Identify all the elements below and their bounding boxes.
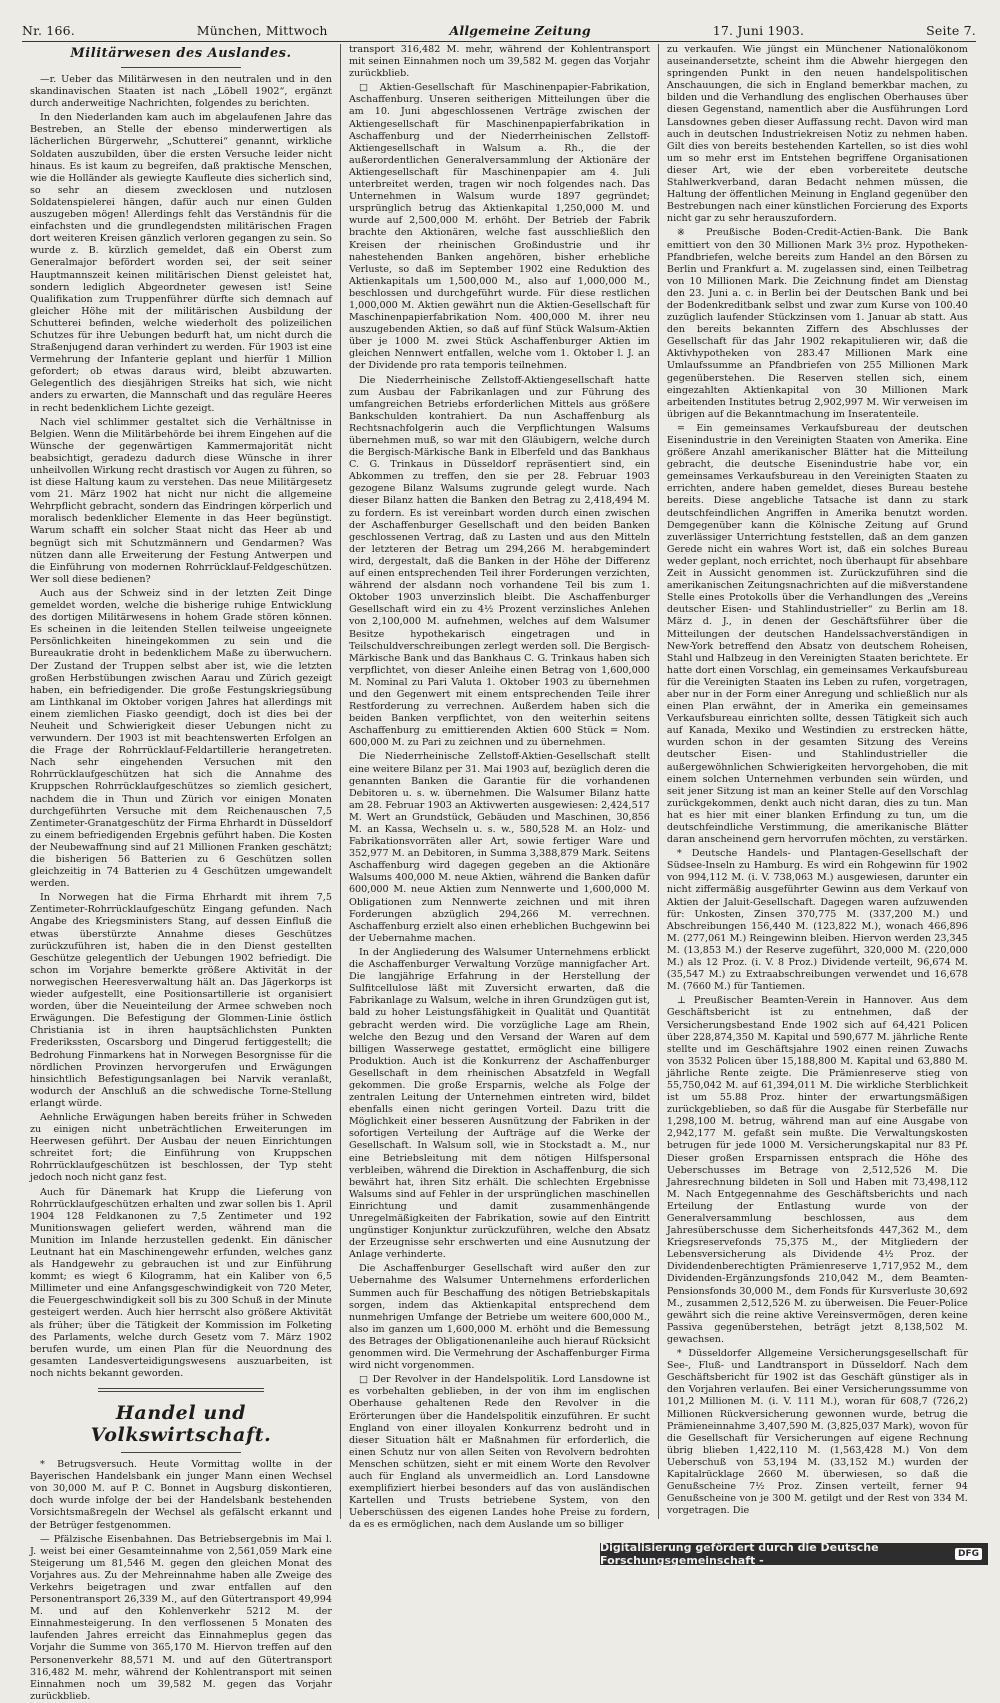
column-3 — [658, 44, 976, 1519]
column-1-economy-body — [30, 1459, 332, 1703]
paragraph: In Norwegen hat die Firma Ehrhardt mit ihrem 7,5 Zentimeter-Rohrrücklaufgeschütz Eingang gefunden. Nach Angabe des Kriegsministers Stang, auf dessen Einfluß die etwas überstürzte Annahme dieses Geschützes zurückzuführen ist, haben die in den Dienst gestellten Geschütze gelegentlich der Uebungen 1902 befriedigt. Die schon im Vorjahre bemerkte größere Aktivität in der norwegischen Heeresverwaltung hält an. Das Jägerkorps ist wieder aufgestellt, eine Positionsartillerie ist organisiert worden, über die Neueinteilung der Armee schweben noch Erwägungen. Die Befestigung der Glommen-Linie östlich Christiania ist in ihren hauptsächlichsten Punkten Frederikssten, Oscarsborg und Dingerud fertiggestellt; die Bedrohung Finmarkens hat in Norwegen Besorgnisse für die nördlichen Provinzen hervorgerufen und Erwägungen hinsichtlich Befestigungsanlagen bei Narvik veranlaßt, wodurch der Anschluß an die schwedische Torne-Stellung erlangt würde. — [30, 892, 332, 1109]
paragraph: In der Angliederung des Walsumer Unternehmens erblickt die Aschaffenburger Verwaltung Vorzüge mannigfacher Art. Die langjährige Erfahrung in der Herstellung der Sulfitcellulose läßt mit Zuversicht erwarten, daß die Fabrikanlage zu Walsum, welche in ihren Grundzügen gut ist, bald zu hoher Leistungsfähigkeit in Qualität und Quantität gebracht werden wird. Die vorzügliche Lage am Rhein, welche den Bezug und den Versand der Waren auf dem billigen Wasserwege gestattet, ermöglicht eine billigere Produktion. Auch ist die Konkurrenz der Aschaffenburger Gesellschaft in dem rheinischen Absatzfeld in Wegfall gekommen. Die große Ersparnis, welche als Folge der zentralen Leitung der Unternehmen eintreten wird, bildet ebenfalls einen nicht geringen Vorteil. Dazu tritt die Möglichkeit einer besseren Ausnützung der Fabriken in der sofortigen Verteilung der Aufträge auf die Werke der Gesellschaft. In Walsum soll, wie in Stockstadt a. M., nur eine Betriebsleitung mit dem nötigen Hilfspersonal verbleiben, während die Direktion in Aschaffenburg, die sich bewährt hat, ihren Sitz erhält. Die schlechten Ergebnisse Walsums sind auf Fehler in der ursprünglichen maschinellen Einrichtung und damit zusammenhängende Unregelmäßigkeiten der Fabrikation, sowie auf den Eintritt ungünstiger Konjunktur zurückzuführen, welche den Absatz der Erzeugnisse sehr erschwerten und eine Ausnutzung der Anlage verhinderte. — [348, 946, 650, 1261]
running-head — [22, 16, 976, 42]
paragraph: = Ein gemeinsames Verkaufsbureau der deutschen Eisenindustrie in den Vereinigten Staaten von Amerika. Eine größere Anzahl amerikanischer Blätter hat die Mitteilung gebracht, die deutsche Eisenindustrie habe vor, ein gemeinsames Verkaufsbureau in den Vereinigten Staaten zu errichten, andere haben gemeldet, dieses Bureau bestehe bereits. Diese angebliche Tatsache ist dann zu stark deutschfeindlichen Angriffen in Amerika benutzt worden. Demgegenüber kann die Kölnische Zeitung auf Grund zuverlässiger Unterrichtung feststellen, daß an dem ganzen Gerede nicht ein wahres Wort ist, daß ein solches Bureau weder geplant, noch errichtet, noch überhaupt für absehbare Zeit in Aussicht genommen ist. Zurückzuführen sind die amerikanischen Zeitungsnachrichten auf die mißverstandene Stelle eines Protokolls über die Verhandlungen des „Vereins deutscher Eisen- und Stahlindustrieller“ zu Berlin am 18. März d. J., in denen der Geschäftsführer über die Mitteilungen der deutschen Handelssachverständigen in New-York betreffend den Absatz von deutschem Roheisen, Stahl und Halbzeug in den Vereinigten Staaten berichtete. Er hatte dort einen Vorschlag, ein gemeinsames Verkaufsbureau für die Vereinigten Staaten ins Leben zu rufen, vorgetragen, aber nur in der Form einer Anregung und schließlich nur als einen Plan erwähnt, der in Amerika ein gemeinsames Verkaufsbureau einrichten sollte, dessen Tätigkeit sich auch auf Kanada, Mexiko und Westindien zu erstrecken hätte, wurden schon in der gesamten Sitzung des Vereins deutscher Eisen- und Stahlindustrieller die außergewöhnlichen Schwierigkeiten hervorgehoben, die mit einem solchen Unternehmen verbunden sein würden, und seit jener Sitzung ist man an keiner Stelle auf den Vorschlag zurückgekommen, denkt auch nicht daran, dies zu tun. Man hat es hier mit einer blanken Erfindung zu tun, um die deutschfeindliche Verstimmung, die amerikanische Blätter daran anscheinend gern hervorrufen möchten, zu verstärken. — [666, 422, 968, 846]
divider — [121, 67, 242, 68]
divider — [121, 1452, 242, 1453]
paragraph: Nach viel schlimmer gestaltet sich die Verhältnisse in Belgien. Wenn die Militärbehörde bei ihrem Eingehen auf die Wünsche der gegenwärtigen Kammermajorität nicht beabsichtigt, geradezu dadurch diese Wünsche in ihrer unheilvollen Wirkung recht drastisch vor Augen zu führen, so ist diese Haltung kaum zu verstehen. Das neue Militärgesetz vom 21. März 1902 hat nicht nur nicht die allgemeine Wehrpflicht gebracht, sondern das Eindringen körperlich und moralisch bedenklicher Elemente in das Heer begünstigt. Warum schafft ein solcher Staat nicht das Heer ab und begnügt sich mit Schutzmännern und Gendarmen? Was nützen dann alle Erweiterung der Festung Antwerpen und die Einführung von modernen Rohrrücklauf-Feldgeschützen. Wer soll diese bedienen? — [30, 416, 332, 585]
column-1 — [22, 44, 340, 1702]
paragraph: In den Niederlanden kam auch im abgelaufenen Jahre das Bestreben, an Stelle der ebenso minderwertigen als lächerlichen Bürgerwehr, „Schutterei“ genannt, wirkliche Soldaten auszubilden, über die ersten Versuche leider nicht hinaus. Es ist kaum zu begreifen, daß praktische Menschen, wie die Holländer als gewiegte Kaufleute dies sicherlich sind, so sehr an diesem zwecklosen und nutzlosen Soldatenspielerei hängen, dafür auch nur einen Gulden auszugeben mögen! Allerdings fehlt das Verständnis für die einfachsten und die grundlegendsten militärischen Fragen dort weiteren Kreisen gänzlich verloren gegangen zu sein. So wurde z. B. kürzlich gemeldet, daß ein Oberst zum Generalmajor befördert worden sei, der seit seiner Hauptmannszeit keinen militärischen Dienst geleistet hat, sondern lediglich Abgeordneter gewesen ist! Seine Qualifikation zum Truppenführer dürfte sich demnach auf gleicher Höhe mit der militärischen Ausbildung der Schutterei befinden, welche wiederholt des polizeilichen Schutzes für ihre Uebungen bedurft hat, um nicht durch die Straßenjugend daran verhindert zu werden. Für 1903 ist eine Vermehrung der Infanterie geplant und hierfür 1 Million gefordert; ob etwas daraus wird, bleibt abzuwarten. Gelegentlich des diesjährigen Streiks hat sich, wie nicht anders zu erwarten, die Mannschaft und das reguläre Heeres in recht bedenklichem Lichte gezeigt. — [30, 112, 332, 414]
paragraph: Auch aus der Schweiz sind in der letzten Zeit Dinge gemeldet worden, welche die bisherige ruhige Entwicklung des dortigen Militärwesens in hohem Grade stören können. Es scheinen in die leitenden Stellen teilweise ungeeignete Persönlichkeiten hineingekommen zu sein und die Bureaukratie droht in bedenklichem Maße zu überwuchern. Der Zustand der Truppen selbst aber ist, wie die letzten großen Herbstübungen zwischen Aarau und Zürich gezeigt haben, ein befriedigender. Die große Festungskriegsübung am Linthkanal im Oktober vorigen Jahres hat allerdings mit einem ziemlichen Fiasko geendigt, doch ist dies bei der Neuheit und Schwierigkeit dieser Uebungen nicht zu verwundern. Der 1903 ist mit beachtenswerten Erfolgen an die Frage der Rohrrücklauf-Feldartillerie herangetreten. Nach sehr eingehenden Versuchen mit den Rohrrücklaufgeschützen hat sich die Annahme des Kruppschen Rohrrücklaufgeschützes so ziemlich gesichert, nachdem die in Thun und Zürich vor einigen Monaten durchgeführten Versuche mit dem Reichenauschen 7,5 Zentimeter-Granatgeschütz der Firma Ehrhardt in Düsseldorf zu einem befriedigenden Ergebnis geführt haben. Die Kosten der Neubewaffnung sind auf 21 Millionen Franken geschätzt; die bisherigen 56 Batterien zu 6 Geschützen sollen gleichzeitig in 74 Batterien zu 4 Geschützen umgewandelt werden. — [30, 587, 332, 890]
section-title-economy: Handel und Volkswirtschaft. — [90, 1402, 272, 1447]
issue-number: Nr. 166. — [22, 23, 75, 38]
column-2 — [340, 44, 658, 1531]
paragraph: transport 316,482 M. mehr, während der Kohlentransport mit seinen Einnahmen noch um 39,582 M. gegen das Vorjahr zurückblieb. — [348, 44, 650, 80]
column-2-body — [349, 44, 650, 1531]
column-1-body — [30, 74, 332, 1380]
paragraph: □ Der Revolver in der Handelspolitik. Lord Lansdowne ist es vorbehalten geblieben, in der von ihm im englischen Oberhause gehaltenen Rede den Revolver in die Erörterungen über die Handelspolitik einzuführen. Er sucht England von einer illoyalen Konkurrenz bedroht und in dieser Situation hält er Maßnahmen für erforderlich, die einen Schutz nur von allen Seiten von Revolvern bedrohten Menschen schützen, sieht er mit einem Worte den Revolver auch für England als unvermeidlich an. Lord Lansdowne exemplifiziert hierbei besonders auf das von ausländischen Kartellen und Trusts betriebene System, von den Ueberschüssen des eigenen Landes hohe Preise zu fordern, da es es ermöglichen, nach dem Auslande um so billiger — [348, 1374, 650, 1531]
masthead-title: Allgemeine Zeitung — [449, 23, 591, 38]
paragraph: * Düsseldorfer Allgemeine Versicherungsgesellschaft für See-, Fluß- und Landtransport in Düsseldorf. Nach dem Geschäftsbericht für 1902 ist das Geschäft günstiger als in den Vorjahren verlaufen. Bei einer Versicherungssumme von 101,2 Millionen M. (i. V. 111 M.), woran für 608,7 (726,2) Millionen Rückversicherung gewonnen wurde, betrug die Prämieneinnahme 3,407,590 M. (3,825,037 Mark), wovon für die Gesellschaft für Versicherungen auf eigene Rechnung übrig blieben 1,422,110 M. (1,563,428 M.) Von dem Ueberschuß von 53,194 M. (33,152 M.) wurden der Kapitalrücklage 2660 M. überwiesen, so daß die Genußscheine 7½ Proz. Zinsen verteilt, ferner 94 Genußscheine von je 300 M. getilgt und der Rest von 334 M. vorgetragen. Die — [666, 1348, 968, 1517]
issue-date: 17. Juni 1903. — [712, 23, 805, 38]
divider — [98, 1388, 264, 1392]
paragraph: Aehnliche Erwägungen haben bereits früher in Schweden zu einigen nicht unbeträchtlichen Erweiterungen im Heerwesen geführt. Der Ausbau der neuen Einrichtungen schreitet fort; die Einführung von Kruppschen Rohrrücklaufgeschützen ist beschlossen, der Typ steht jedoch noch nicht ganz fest. — [30, 1111, 332, 1184]
paragraph: ※ Preußische Boden-Credit-Actien-Bank. Die Bank emittiert von den 30 Millionen Mark 3½ proz. Hypotheken-Pfandbriefen, welche bereits zum Handel an den Börsen zu Berlin und Frankfurt a. M. zugelassen sind, einen Teilbetrag von 10 Millionen Mark. Die Zeichnung findet am Dienstag den 23. Juni a. c. in Berlin bei der Deutschen Bank und bei der Bodenkreditbank selbst und zwar zum Kurse von 100.40 zuzüglich laufender Stückzinsen vom 1. Januar ab statt. Aus den bereits bekannten Ziffern des Abschlusses der Gesellschaft für das Jahr 1902 rekapitulieren wir, daß die Aktivhypotheken von 283.47 Millionen Mark eine Umlaufssumme an Pfandbriefen von 255 Millionen Mark gegenüberstehen. Die Reserven stellen sich, einem eingezahlten Aktienkapital von 30 Millionen Mark arbeitenden Institutes betrug 2,902,997 M. Wir verweisen im übrigen auf die Bekanntmachung im Inseratenteile. — [666, 227, 968, 420]
paragraph: Auch für Dänemark hat Krupp die Lieferung von Rohrrücklaufgeschützen erhalten und zwar sollen bis 1. April 1904 128 Feldkanonen zu 7,5 Zentimeter und 192 Munitionswagen geliefert werden, während man die Munition im Inlande herzustellen gedenkt. Ein dänischer Leutnant hat ein Maschinengewehr erfunden, welches ganz als Handgewehr zu gebrauchen ist und zur Einführung kommt; es wiegt 6 Kilogramm, hat ein Kaliber von 6,5 Millimeter und eine Anfangsgeschwindigkeit von 720 Meter, die Feuergeschwindigkeit soll bis zu 300 Schuß in der Minute gesteigert werden. Auch hier herrscht also größere Aktivität als früher; über die Tätigkeit der Kommission im Folketing des Parlaments, welche durch Gesetz vom 7. März 1902 berufen wurde, um einen Plan für die Neuordnung des gesamten Landesverteidigungswesens auszuarbeiten, ist noch nichts bekannt geworden. — [30, 1186, 332, 1379]
page-number: Seite 7. — [926, 23, 976, 38]
paragraph: ⊥ Preußischer Beamten-Verein in Hannover. Aus dem Geschäftsbericht ist zu entnehmen, daß der Versicherungsbestand Ende 1902 sich auf 64,421 Policen über 228,874,350 M. Kapital und 590,677 M. jährliche Rente stellte und im Geschäftsjahre 1902 einen reinen Zuwachs von 3532 Policen über 15,188,800 M. Kapital und 63,880 M. jährliche Rente zeigte. Die Prämienreserve stieg von 55,750,042 M. auf 61,394,011 M. Die wirkliche Sterblichkeit ist um 55.88 Proz. hinter der erwartungsmäßigen zurückgeblieben, so daß für die Ausgabe für Sterbefälle nur 1,298,100 M. betrug, während man auf eine Ausgabe von 2,942,177 M. gefaßt sein mußte. Die Verwaltungskosten betrugen für jede 1000 M. Versicherungskapital nur 83 Pf. Dieser großen Ersparnissen entsprach die Höhe des Ueberschusses im Betrage von 2,512,526 M. Die Jahresrechnung bildeten in Soll und Haben mit 73,498,112 M. Nach Entgegennahme des Geschäftsberichts und nach Erteilung der Entlastung wurde von der Generalversammlung beschlossen, aus dem Jahresüberschusse dem Sicherheitsfonds 447,362 M., dem Kriegsreservefonds 75,375 M., der Mitgliedern der Lebensversicherung als Dividende 4½ Proz. der Dividendenberechtigten Prämienreserve 1,717,952 M., dem Dividenden-Ergänzungsfonds 210,042 M., dem Beamten-Pensionsfonds 30,000 M., dem Fonds für Kursverluste 30,692 M., zusammen 2,512,526 M. zu überweisen. Die Feuer-Police gewährt sich die reine aktive Vereinsvermögen, deren keine Passiva gegenüberstehen, beträgt jetzt 8,138,502 M. gewachsen. — [666, 995, 968, 1345]
paragraph: * Betrugsversuch. Heute Vormittag wollte in der Bayerischen Handelsbank ein junger Mann einen Wechsel von 30,000 M. auf P. C. Bonnet in Augsburg diskontieren, doch wurde infolge der bei der Handelsbank bestehenden Vorsichtsmaßregeln der Wechsel als gefälscht erkannt und der Betrüger festgenommen. — [30, 1459, 332, 1531]
paragraph: — Pfälzische Eisenbahnen. Das Betriebsergebnis im Mai l. J. weist bei einer Gesamteinnahme von 2,561,059 Mark eine Steigerung um 81,546 M. gegen den gleichen Monat des Vorjahres aus. Zu der Mehreinnahme haben alle Zweige des Verkehrs beigetragen und zwar entfallen auf den Personentransport 26,339 M., auf den Gütertransport 49,994 M. und auf den Kohlenverkehr 5212 M. der Einnahmesteigerung. In den verflossenen 5 Monaten des laufenden Jahres erreicht das Einnahmeplus gegen das Vorjahr die Summe von 365,170 M. Hiervon treffen auf den Personenverkehr 88,571 M. und auf den Gütertransport 316,482 M. mehr, während der Kohlentransport mit seinen Einnahmen noch um 39,582 M. gegen das Vorjahr zurückblieb. — [30, 1533, 332, 1702]
credit-text: Digitalisierung gefördert durch die Deutsche Forschungsgemeinschaft - — [600, 1541, 879, 1567]
dfg-logo-icon: DFG — [955, 1548, 982, 1560]
section-title-military: Militärwesen des Auslandes. — [70, 46, 292, 61]
digitization-credit — [600, 1543, 988, 1565]
paragraph: * Deutsche Handels- und Plantagen-Gesellschaft der Südsee-Inseln zu Hamburg. Es wird ein Rohgewinn für 1902 von 994,112 M. (i. V. 738,063 M.) ausgewiesen, darunter ein nicht ziffermäßig ausgeführter Gewinn aus dem Verkauf von Aktien der Jaluit-Gesellschaft. Dagegen waren aufzuwenden für: Unkosten, Zinsen 370,775 M. (337,200 M.) und Abschreibungen 156,440 M. (123,822 M.), wonach 466,896 M. (277,061 M.) Reingewinn bleiben. Hiervon werden 23,345 M. (13,853 M.) der Reserve zugeführt, 320,000 M. (220,000 M.) als 12 Proz. (i. V. 8 Proz.) Dividende verteilt, 96,674 M. (35,547 M.) zu Extraabschreibungen verwendet und 16,678 M. (7660 M.) für Tantiemen. — [666, 848, 968, 993]
paragraph: □ Aktien-Gesellschaft für Maschinenpapier-Fabrikation, Aschaffenburg. Unseren seitherigen Mitteilungen über die am 10. Juni abgeschlossenen Verträge zwischen der Aktiengesellschaft für Maschinenpapierfabrikation in Aschaffenburg und der Niederrheinischen Zellstoff-Aktiengesellschaft in Walsum a. Rh., die der außerordentlichen Generalversammlung der Aktionäre der Aktiengesellschaft für Maschinenpapier am 4. Juli unterbreitet werden, tragen wir noch folgendes nach. Das Unternehmen in Walsum wurde 1897 gegründet; ursprünglich betrug das Aktienkapital 1,250,000 M. und wurde auf 2,500,000 M. erhöht. Der Betrieb der Fabrik brachte den Aktionären, welche fast ausschließlich den Kreisen der rheinischen Großindustrie und ihr nahestehenden Banken angehören, bisher erhebliche Verluste, so daß im September 1902 eine Reduktion des Aktienkapitals um 1,500,000 M., also auf 1,000,000 M., beschlossen und durchgeführt wurde. Für diese restlichen 1,000,000 M. Aktien gewährt nun die Aktien-Gesellschaft für Maschinenpapierfabrikation Nom. 400,000 M. ihrer neu auszugebenden Aktien, so daß auf fünf Stück Walsum-Aktien über je 1000 M. zwei Stück Aschaffenburger Aktien im gleichen Nennwert entfallen, welche vom 1. Oktober l. J. an der Dividende pro rata temporis teilnehmen. — [348, 82, 650, 372]
paragraph: zu verkaufen. Wie jüngst ein Münchener Nationalökonom auseinandersetzte, scheint ihm die Abwehr hiergegen den springenden Punkt in den neuen handelspolitischen Anschauungen, die sich in England bemerkbar machen, zu bilden und die Verhandlung des englischen Oberhauses über diesen Gegenstand, namentlich aber die Ausführungen Lord Lansdownes geben dieser Auffassung recht. Davon wird man auch in deutschen Industriekreisen Notiz zu nehmen haben. Gilt dies von bereits bestehenden Kartellen, so ist dies wohl um so mehr erst im Entstehen begriffene Organisationen dieser Art, wie der eben vorbereitete deutsche Stahlwerkverband, daran Bedacht nehmen müssen, die Haltung der öffentlichen Meinung in England gegenüber den Bestrebungen nach einer künstlichen Forcierung des Exports nicht gar zu sehr herauszufordern. — [666, 44, 968, 225]
paragraph: Die Niederrheinische Zellstoff-Aktiengesellschaft hatte zum Ausbau der Fabrikanlagen und zur Führung des umfangreichen Betriebs erforderlichen Mittels aus größere Bankschulden kontrahiert. Da nun Aschaffenburg als Rechtsnachfolgerin auch die Verpflichtungen Walsums übernehmen muß, so war mit den Gläubigern, welche durch die Bergisch-Märkische Bank in Elberfeld und das Bankhaus C. G. Trinkaus in Düsseldorf repräsentiert sind, ein Abkommen zu treffen, den sie per 28. Februar 1903 gezogene Bilanz Walsums zugrunde gelegt wurde. Nach dieser Bilanz hatten die Banken den Betrag zu 2,418,494 M. zu fordern. Es ist vereinbart worden durch einen zwischen der Aschaffenburger Gesellschaft und den beiden Banken geschlossenen Vertrag, daß zu Lasten und aus den Mitteln der letzteren der Betrag um 294,266 M. herabgemindert wird, dergestalt, daß die Banken in der Höhe der Differenz auf einen entsprechenden Teil ihrer Forderungen verzichten, während der alsdann noch vorhandene Teil bis zum 1. Oktober 1903 unverzinslich bleibt. Die Aschaffenburger Gesellschaft wird ein zu 4½ Prozent verzinsliches Anlehen von 2,100,000 M. aufnehmen, welches auf dem Walsumer Besitze hypothekarisch eingetragen und in Teilschuldverschreibungen zerlegt werden soll. Die Bergisch-Märkische Bank und das Bankhaus C. G. Trinkaus haben sich verpflichtet, von dieser Anleihe einen Betrag von 1,600,000 M. Nominal zu Pari Valuta 1. Oktober 1903 zu übernehmen und den Gegenwert mit einem entsprechenden Teile ihrer Restforderung zu verrechnen. Außerdem haben sich die beiden Banken verpflichtet, von den weiterhin seitens Aschaffenburg zu emittierenden Aktien 600 Stück = Nom. 600,000 M. zu Pari zu zeichnen und zu übernehmen. — [348, 374, 650, 749]
column-3-body — [667, 44, 968, 1517]
place-day: München, Mittwoch — [196, 23, 328, 38]
paragraph: —r. Ueber das Militärwesen in den neutralen und in den skandinavischen Staaten ist nach „Löbell 1902“, ergänzt durch anderweitige Nachrichten, folgendes zu berichten. — [30, 74, 332, 110]
paragraph: Die Aschaffenburger Gesellschaft wird außer den zur Uebernahme des Walsumer Unternehmens erforderlichen Summen auch für Beschaffung des nötigen Betriebskapitals sorgen, indem das Aktienkapital entsprechend dem nunmehrigen Umfange der Betriebe um weitere 600,000 M., also im ganzen um 1,600,000 M. erhöht und die Bemessung des Betrages der Obligationenanleihe auch hierauf Rücksicht genommen wird. Die Vermehrung der Aschaffenburger Firma wird nicht vorgenommen. — [348, 1263, 650, 1372]
paragraph: Die Niederrheinische Zellstoff-Aktien-Gesellschaft stellt eine weitere Bilanz per 31. Mai 1903 auf, bezüglich deren die genannten Banken die Garantie für die vorhandenen Debitoren u. s. w. übernehmen. Die Walsumer Bilanz hatte am 28. Februar 1903 an Aktivwerten ausgewiesen: 2,424,517 M. Wert an Grundstück, Gebäuden und Maschinen, 30,856 M. an Kassa, Wechseln u. s. w., 580,528 M. an Holz- und Fabrikationsvorräten aller Art, sowie fertiger Ware und 352,977 M. an Debitoren, in Summa 3,388,879 Mark. Seitens Aschaffenburg wird dagegen gegeben an die Aktionäre Walsums 400,000 M. neue Aktien, während die Banken dafür 600,000 M. neue Aktien zum Nennwerte und 1,600,000 M. Obligationen zum Nennwerte zeichnen und mit ihren Forderungen abzüglich 294,266 M. verrechnen. Aschaffenburg erzielt also einen erheblichen Buchgewinn bei der Uebernahme machen. — [348, 751, 650, 944]
